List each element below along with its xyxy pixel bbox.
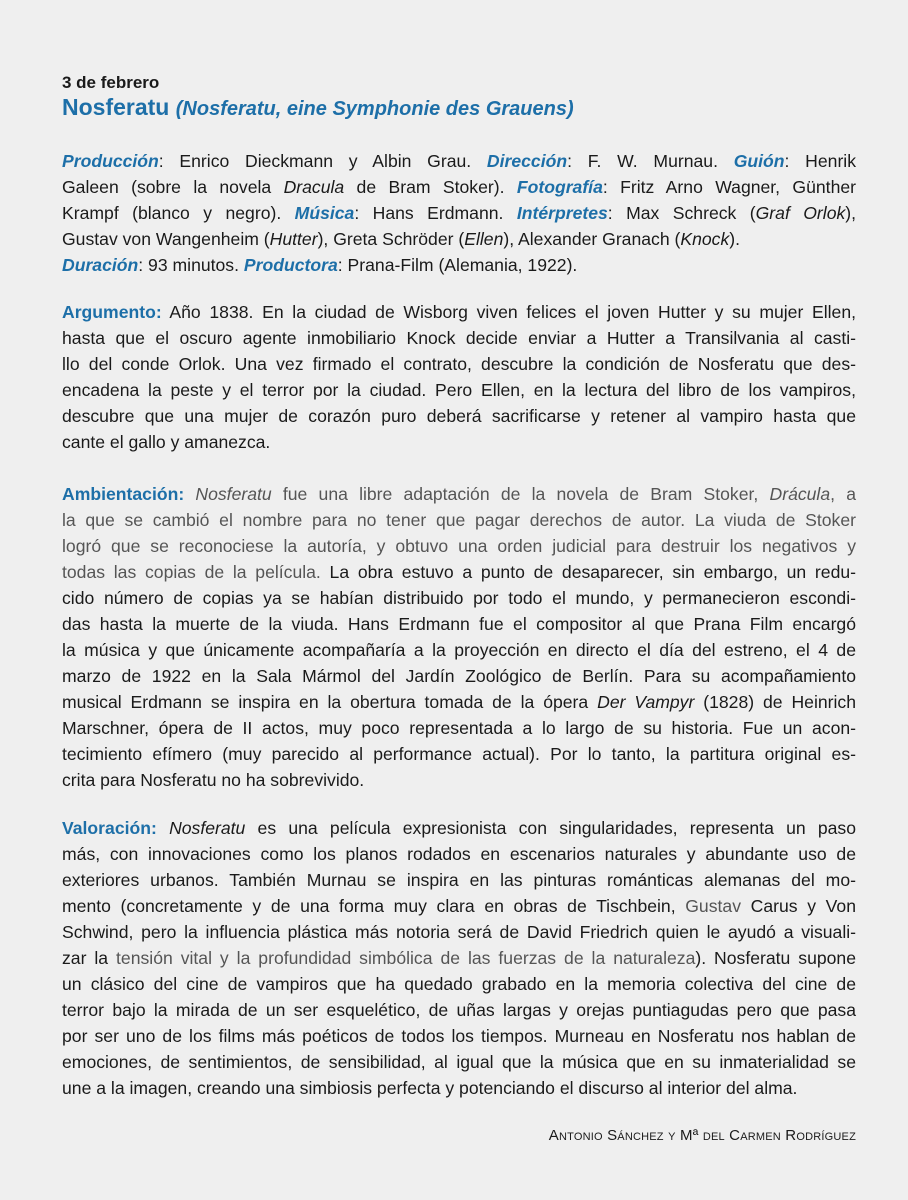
- label-guion: Guión: [733, 151, 785, 171]
- value-fotografia: : Fritz Arno Wagner, Günther: [602, 177, 857, 197]
- valoracion-text: tensión vital y la profundidad simbólica de las fuerzas de la naturaleza: [116, 948, 696, 968]
- valoracion-text: zar la: [62, 948, 117, 968]
- valoracion-line: [62, 815, 856, 841]
- argumento-line: hasta que el oscuro agente inmobiliario Knock decide enviar a Hutter a Transilvania al casti-: [62, 328, 856, 348]
- label-musica: Música: [294, 203, 355, 223]
- value-guion-end: de Bram Stoker).: [344, 177, 505, 197]
- film-name: Nosferatu: [195, 484, 272, 504]
- label-produccion: Producción: [62, 151, 159, 171]
- ambientacion-line: crita para Nosferatu no ha sobrevivido.: [62, 770, 365, 790]
- valoracion-text: Gustav: [685, 896, 741, 916]
- valoracion-line: [62, 945, 856, 971]
- argumento-text: Año 1838. En la ciudad de Wisborg viven felices el joven Hutter y su mujer Ellen,: [169, 302, 857, 322]
- argumento-line: cante el gallo y amanezca.: [62, 432, 271, 452]
- label-duracion: Duración: [62, 255, 139, 275]
- value-musica: : Hans Erdmann.: [354, 203, 504, 223]
- credits-line: [62, 200, 856, 226]
- valoracion-text: ). Nosferatu supone: [695, 948, 856, 968]
- valoracion-line: terror bajo la mirada de un ser esquelético, de uñas largas y orejas puntiagudas pero que pasa: [62, 1000, 856, 1020]
- value-interpretes: ),: [845, 203, 857, 223]
- opera-title: Der Vampyr: [597, 692, 695, 712]
- screening-date: 3 de febrero: [62, 73, 160, 92]
- title-main: Nosferatu: [62, 94, 170, 120]
- credits-line: [62, 148, 856, 174]
- valoracion-line: exteriores urbanos. También Murnau se inspira en las pinturas románticas alemanas del mo-: [62, 870, 856, 890]
- credits-line: [62, 252, 856, 278]
- valoracion-text: mento (concretamente y de una forma muy clara en obras de Tischbein,: [62, 896, 686, 916]
- book-title: Dracula: [283, 177, 345, 197]
- valoracion-line: un clásico del cine de vampiros que ha quedado grabado en la memoria colectiva del cine de: [62, 974, 856, 994]
- ambientacion-line: Marschner, ópera de II actos, muy poco representada a lo largo de su historia. Fue un acon-: [62, 718, 856, 738]
- value-direccion: : F. W. Murnau.: [567, 151, 718, 171]
- ambientacion-line: [62, 559, 856, 585]
- valoracion-line: [62, 893, 856, 919]
- value-duracion: : 93 minutos.: [138, 255, 239, 275]
- value-interpretes: ), Alexander Granach (: [503, 229, 681, 249]
- valoracion-text: es una película expresionista con singularidades, representa un paso: [245, 818, 857, 838]
- ambientacion-line: das hasta la muerte de la viuda. Hans Erdmann fue el compositor al que Prana Film encargó: [62, 614, 856, 634]
- value-guion-cont: Galeen (sobre la novela: [62, 177, 284, 197]
- ambientacion-text: , a: [830, 484, 856, 504]
- value-interpretes: ).: [729, 229, 741, 249]
- value-fotografia-cont: Krampf (blanco y negro).: [62, 203, 282, 223]
- ambientacion-line: cido número de copias ya se habían distribuido por todo el mundo, y permanecieron escondi-: [62, 588, 856, 608]
- author-signature: Antonio Sánchez y Mª del Carmen Rodríguez: [548, 1127, 856, 1144]
- section-label-argumento: Argumento:: [62, 302, 162, 322]
- ambientacion-section: [62, 481, 856, 793]
- ambientacion-text: todas las copias de la película.: [62, 562, 321, 582]
- ambientacion-text: musical Erdmann se inspira en la obertura tomada de la ópera: [62, 692, 598, 712]
- section-label-valoracion: Valoración:: [62, 818, 157, 838]
- argumento-line: llo del conde Orlok. Una vez firmado el contrato, descubre la condición de Nosferatu que des-: [62, 354, 856, 374]
- label-fotografia: Fotografía: [516, 177, 603, 197]
- label-interpretes: Intérpretes: [516, 203, 608, 223]
- role-name: Hutter: [269, 229, 318, 249]
- role-name: Ellen: [464, 229, 504, 249]
- argumento-line: descubre que una mujer de corazón puro deberá sacrificarse y retener al vampiro hasta que: [62, 406, 856, 426]
- valoracion-line: Schwind, pero la influencia plástica más notoria será de David Friedrich quien le ayudó a visuali-: [62, 922, 856, 942]
- ambientacion-text: La obra estuvo a punto de desaparecer, sin embargo, un redu-: [320, 562, 857, 582]
- ambientacion-line: la que se cambió el nombre para no tener que pagar derechos de autor. La viuda de Stoker: [62, 510, 856, 530]
- film-title: [62, 94, 574, 121]
- argumento-line: [62, 299, 856, 325]
- credits-line: [62, 226, 856, 252]
- value-interpretes: ), Greta Schröder (: [317, 229, 465, 249]
- valoracion-section: [62, 815, 856, 1101]
- valoracion-line: une a la imagen, creando una simbiosis perfecta y potenciando el discurso al interior del alma.: [62, 1078, 798, 1098]
- role-name: Knock: [680, 229, 730, 249]
- role-name: Graf Orlok: [755, 203, 846, 223]
- ambientacion-line: [62, 689, 856, 715]
- value-guion: : Henrik: [784, 151, 857, 171]
- credits-block: [62, 148, 856, 278]
- label-productora: Productora: [243, 255, 338, 275]
- ambientacion-line: tecimiento efímero (muy parecido al performance actual). Por lo tanto, la partitura original es-: [62, 744, 856, 764]
- valoracion-line: más, con innovaciones como los planos rodados en escenarios naturales y abundante uso de: [62, 844, 856, 864]
- valoracion-text: Carus y Von: [741, 896, 856, 916]
- book-title: Drácula: [769, 484, 831, 504]
- argumento-line: encadena la peste y el terror por la ciudad. Pero Ellen, en la lectura del libro de los vampiros,: [62, 380, 856, 400]
- ambientacion-line: logró que se reconociese la autoría, y obtuvo una orden judicial para destruir los negativos y: [62, 536, 856, 556]
- ambientacion-text: fue una libre adaptación de la novela de Bram Stoker,: [271, 484, 770, 504]
- original-title: (Nosferatu, eine Symphonie des Grauens): [175, 98, 574, 120]
- ambientacion-line: marzo de 1922 en la Sala Mármol del Jardín Zoológico de Berlín. Para su acompañamiento: [62, 666, 856, 686]
- value-productora: : Prana-Film (Alemania, 1922).: [337, 255, 578, 275]
- valoracion-line: por ser uno de los films más poéticos de todos los tiempos. Murneau en Nosferatu nos hablan de: [62, 1026, 856, 1046]
- ambientacion-line: la música y que únicamente acompañaría a la proyección en directo el día del estreno, el 4 de: [62, 640, 856, 660]
- value-interpretes: : Max Schreck (: [607, 203, 756, 223]
- value-interpretes: Gustav von Wangenheim (: [62, 229, 270, 249]
- argumento-section: [62, 299, 856, 455]
- film-name: Nosferatu: [169, 818, 246, 838]
- ambientacion-line: [62, 481, 856, 507]
- ambientacion-text: (1828) de Heinrich: [694, 692, 856, 712]
- value-produccion: : Enrico Dieckmann y Albin Grau.: [158, 151, 472, 171]
- credits-line: [62, 174, 856, 200]
- label-direccion: Dirección: [486, 151, 568, 171]
- section-label-ambientacion: Ambientación:: [62, 484, 185, 504]
- valoracion-line: emociones, de sentimientos, de sensibilidad, al igual que la música que en su inmaterialidad se: [62, 1052, 856, 1072]
